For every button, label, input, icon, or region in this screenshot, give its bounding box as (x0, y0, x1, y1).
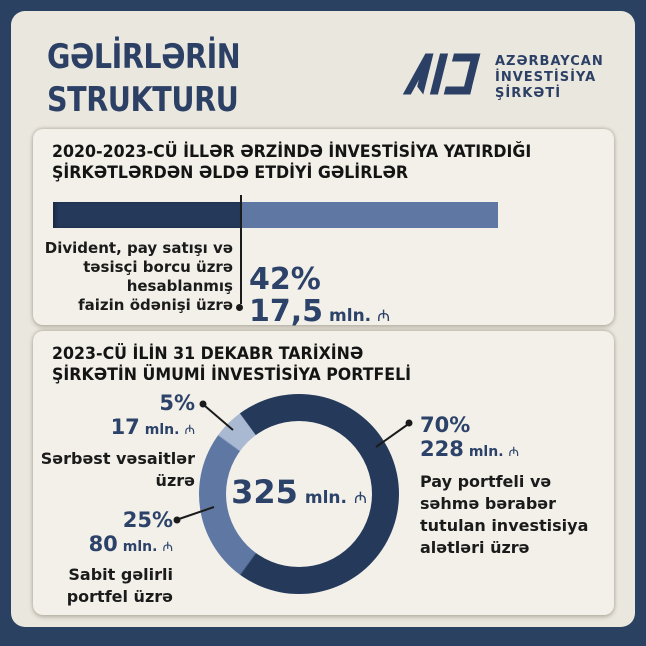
company-name-line1: AZƏRBAYCAN (495, 54, 604, 69)
bar-label-line2: təsisçi borcu üzrə (83, 258, 233, 276)
slice-amount-unit: mln. (122, 539, 158, 555)
slice-amount (0, 415, 195, 443)
page-title-line2: STRUKTURU (47, 80, 239, 120)
manat-currency-symbol: ₼ (508, 445, 520, 460)
slice-amount-value: 228 (420, 437, 464, 461)
slice-amount-value: 80 (88, 532, 118, 556)
company-name-line3: ŞİRKƏTİ (495, 86, 562, 101)
bar-label-line4: faizin ödənişi üzrə (78, 296, 233, 314)
bar-percent-value: 42% (249, 262, 321, 297)
company-name (495, 52, 604, 102)
slice-desc-line: alətləri üzrə (420, 538, 530, 557)
slice-amount (420, 437, 620, 465)
manat-currency-symbol: ₼ (353, 488, 367, 507)
slice-percent: 5% (159, 391, 195, 415)
slice-amount-value: 17 (110, 415, 140, 439)
income-section-card (33, 129, 614, 329)
slice-label-free-funds (0, 392, 195, 492)
bar-leader-line (240, 195, 242, 304)
slice-desc-line: səhmə bərabər (420, 494, 557, 513)
slice-desc-line: Sabit gəlirli (68, 565, 173, 584)
slice-percent: 70% (420, 413, 471, 437)
portfolio-heading-line2: ŞİRKƏTİN ÜMUMİ İNVESTİSİYA PORTFELİ (52, 365, 412, 385)
stacked-bar-chart (53, 202, 498, 228)
slice-percent: 25% (122, 508, 173, 532)
donut-total-unit: mln. (304, 488, 347, 508)
donut-chart (199, 394, 399, 594)
donut-total-value: 325 (231, 473, 298, 511)
income-heading-line1: 2020-2023-CÜ İLLƏR ƏRZİNDƏ İNVESTİSİYA YATIRDIĞI (52, 142, 532, 162)
slice-amount-unit: mln. (468, 444, 504, 460)
slice-description (0, 448, 195, 492)
slice-label-equity-portfolio (420, 414, 620, 559)
slice-desc-line: Pay portfeli və (420, 472, 552, 491)
slice-desc-line: portfel üzrə (66, 587, 173, 606)
bar-label-line1: Divident, pay satışı və (44, 239, 233, 257)
manat-currency-symbol: ₼ (184, 423, 195, 438)
slice-label-fixed-income (0, 509, 173, 608)
slice-desc-line: tutulan investisiya (420, 516, 589, 535)
slice-amount-unit: mln. (144, 422, 180, 438)
bar-leader-dot (236, 304, 243, 311)
slice-amount (0, 532, 173, 560)
manat-currency-symbol: ₼ (162, 540, 173, 555)
slice-description (0, 564, 173, 608)
page-title (47, 36, 240, 122)
page-title-line1: GƏLİRLƏRİN (47, 37, 241, 77)
portfolio-section-card (33, 331, 614, 615)
aic-monogram-icon (402, 52, 484, 96)
portfolio-heading-line1: 2023-CÜ İLİN 31 DEKABR TARİXİNƏ (52, 344, 364, 364)
bar-label-line3: hesablanmış (126, 277, 233, 295)
donut-center (226, 421, 372, 567)
bar-segment-dividend (53, 202, 240, 228)
bar-segment-remainder (240, 202, 498, 228)
bar-segment-label (13, 239, 233, 315)
portfolio-section-heading (52, 344, 411, 386)
income-heading-line2: ŞİRKƏTLƏRDƏN ƏLDƏ ETDİYİ GƏLİRLƏR (52, 163, 409, 183)
bar-amount (249, 294, 390, 329)
donut-total (231, 473, 367, 511)
slice-desc-line: Sərbəst vəsaitlər (40, 449, 195, 468)
bar-amount-value: 17,5 (249, 294, 324, 329)
manat-currency-symbol: ₼ (377, 306, 391, 325)
slice-description (420, 471, 620, 559)
income-section-heading (52, 142, 531, 184)
company-logo (402, 52, 604, 102)
bar-amount-unit: mln. (329, 306, 372, 326)
company-name-line2: İNVESTİSİYA (495, 70, 597, 85)
slice-desc-line: üzrə (155, 471, 195, 490)
